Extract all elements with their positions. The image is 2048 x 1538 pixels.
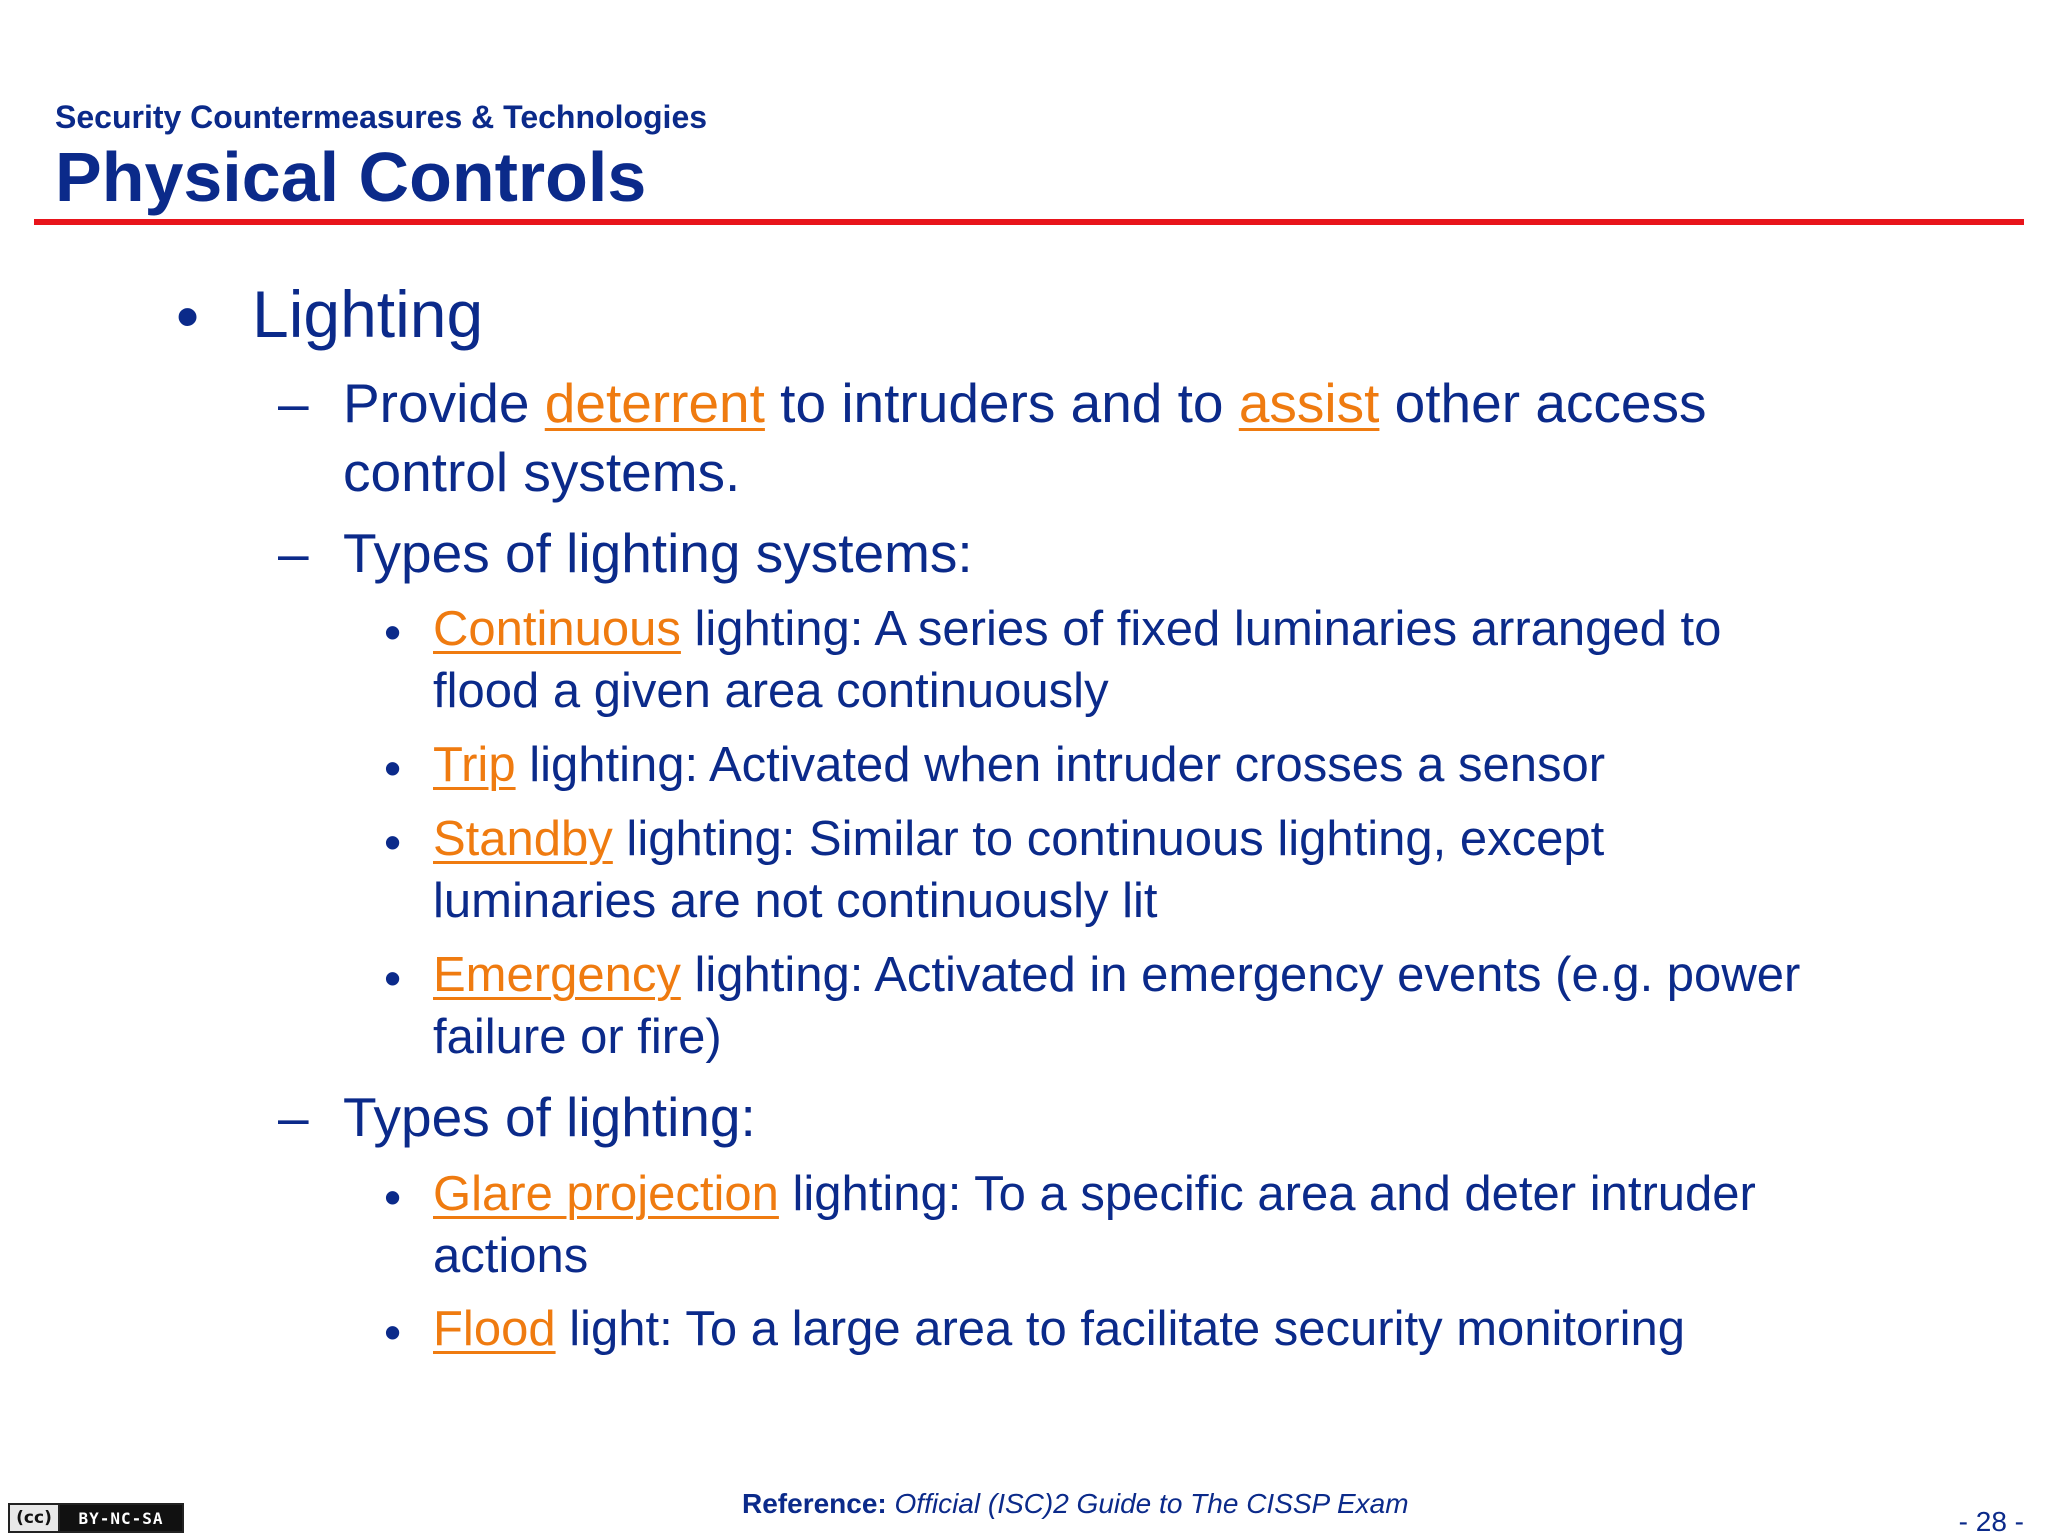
reference-footer bbox=[742, 1488, 1409, 1520]
bullet-lighting: Lighting bbox=[252, 277, 484, 351]
sub-bullet-marker: • bbox=[384, 1171, 402, 1225]
sub-bullet-marker: • bbox=[384, 606, 402, 660]
highlight-trip: Trip bbox=[433, 738, 516, 792]
bullet-continuous bbox=[433, 601, 1721, 657]
bullet-glare bbox=[433, 1166, 1756, 1222]
cc-license-text: BY-NC-SA bbox=[60, 1505, 182, 1531]
bullet-standby-line2: luminaries are not continuously lit bbox=[433, 874, 1158, 928]
highlight-glare-projection: Glare projection bbox=[433, 1167, 779, 1221]
bullet-flood bbox=[433, 1301, 1685, 1357]
text-segment: lighting: Similar to continuous lighting, except bbox=[612, 812, 1605, 866]
highlight-deterrent: deterrent bbox=[544, 372, 765, 434]
text-segment: lighting: Activated when intruder crosses a sensor bbox=[515, 738, 1606, 792]
sub-bullet-marker: • bbox=[384, 742, 402, 796]
sub-bullet-marker: • bbox=[384, 816, 402, 870]
bullet-emergency bbox=[433, 947, 1800, 1003]
highlight-assist: assist bbox=[1238, 372, 1380, 434]
bullet-glare-line2: actions bbox=[433, 1229, 589, 1283]
bullet-emergency-line2: failure or fire) bbox=[433, 1010, 722, 1064]
reference-title: Official (ISC)2 Guide to The CISSP Exam bbox=[886, 1488, 1409, 1519]
cc-logo-icon: (cc) bbox=[10, 1505, 60, 1531]
section-subtitle: Security Countermeasures & Technologies bbox=[55, 99, 708, 135]
bullet-types-heading: Types of lighting: bbox=[343, 1086, 756, 1148]
bullet-marker: • bbox=[176, 279, 200, 353]
bullet-continuous-line2: flood a given area continuously bbox=[433, 664, 1109, 718]
text-segment: lighting: Activated in emergency events (e.g. power bbox=[680, 948, 1801, 1002]
text-segment: other access bbox=[1379, 372, 1707, 434]
bullet-provide-line2: control systems. bbox=[343, 441, 741, 503]
highlight-flood: Flood bbox=[433, 1302, 556, 1356]
highlight-continuous: Continuous bbox=[433, 602, 681, 656]
text-segment: lighting: To a specific area and deter intruder bbox=[778, 1167, 1756, 1221]
dash-marker: – bbox=[278, 1086, 309, 1148]
cc-license-badge[interactable] bbox=[8, 1503, 184, 1533]
highlight-emergency: Emergency bbox=[433, 948, 681, 1002]
bullet-standby bbox=[433, 811, 1604, 867]
text-segment: Provide bbox=[343, 372, 545, 434]
dash-marker: – bbox=[278, 522, 309, 584]
dash-marker: – bbox=[278, 372, 309, 434]
highlight-standby: Standby bbox=[433, 812, 613, 866]
page-number: - 28 - bbox=[1958, 1506, 2024, 1537]
text-segment: to intruders and to bbox=[764, 372, 1239, 434]
bullet-systems-heading: Types of lighting systems: bbox=[343, 522, 973, 584]
slide-title: Physical Controls bbox=[55, 138, 647, 216]
bullet-trip bbox=[433, 737, 1605, 793]
title-divider bbox=[34, 219, 2024, 225]
reference-label: Reference: bbox=[742, 1488, 887, 1519]
bullet-provide bbox=[343, 371, 1707, 435]
sub-bullet-marker: • bbox=[384, 952, 402, 1006]
text-segment: light: To a large area to facilitate security monitoring bbox=[555, 1302, 1685, 1356]
text-segment: lighting: A series of fixed luminaries arranged to bbox=[680, 602, 1722, 656]
sub-bullet-marker: • bbox=[384, 1306, 402, 1360]
